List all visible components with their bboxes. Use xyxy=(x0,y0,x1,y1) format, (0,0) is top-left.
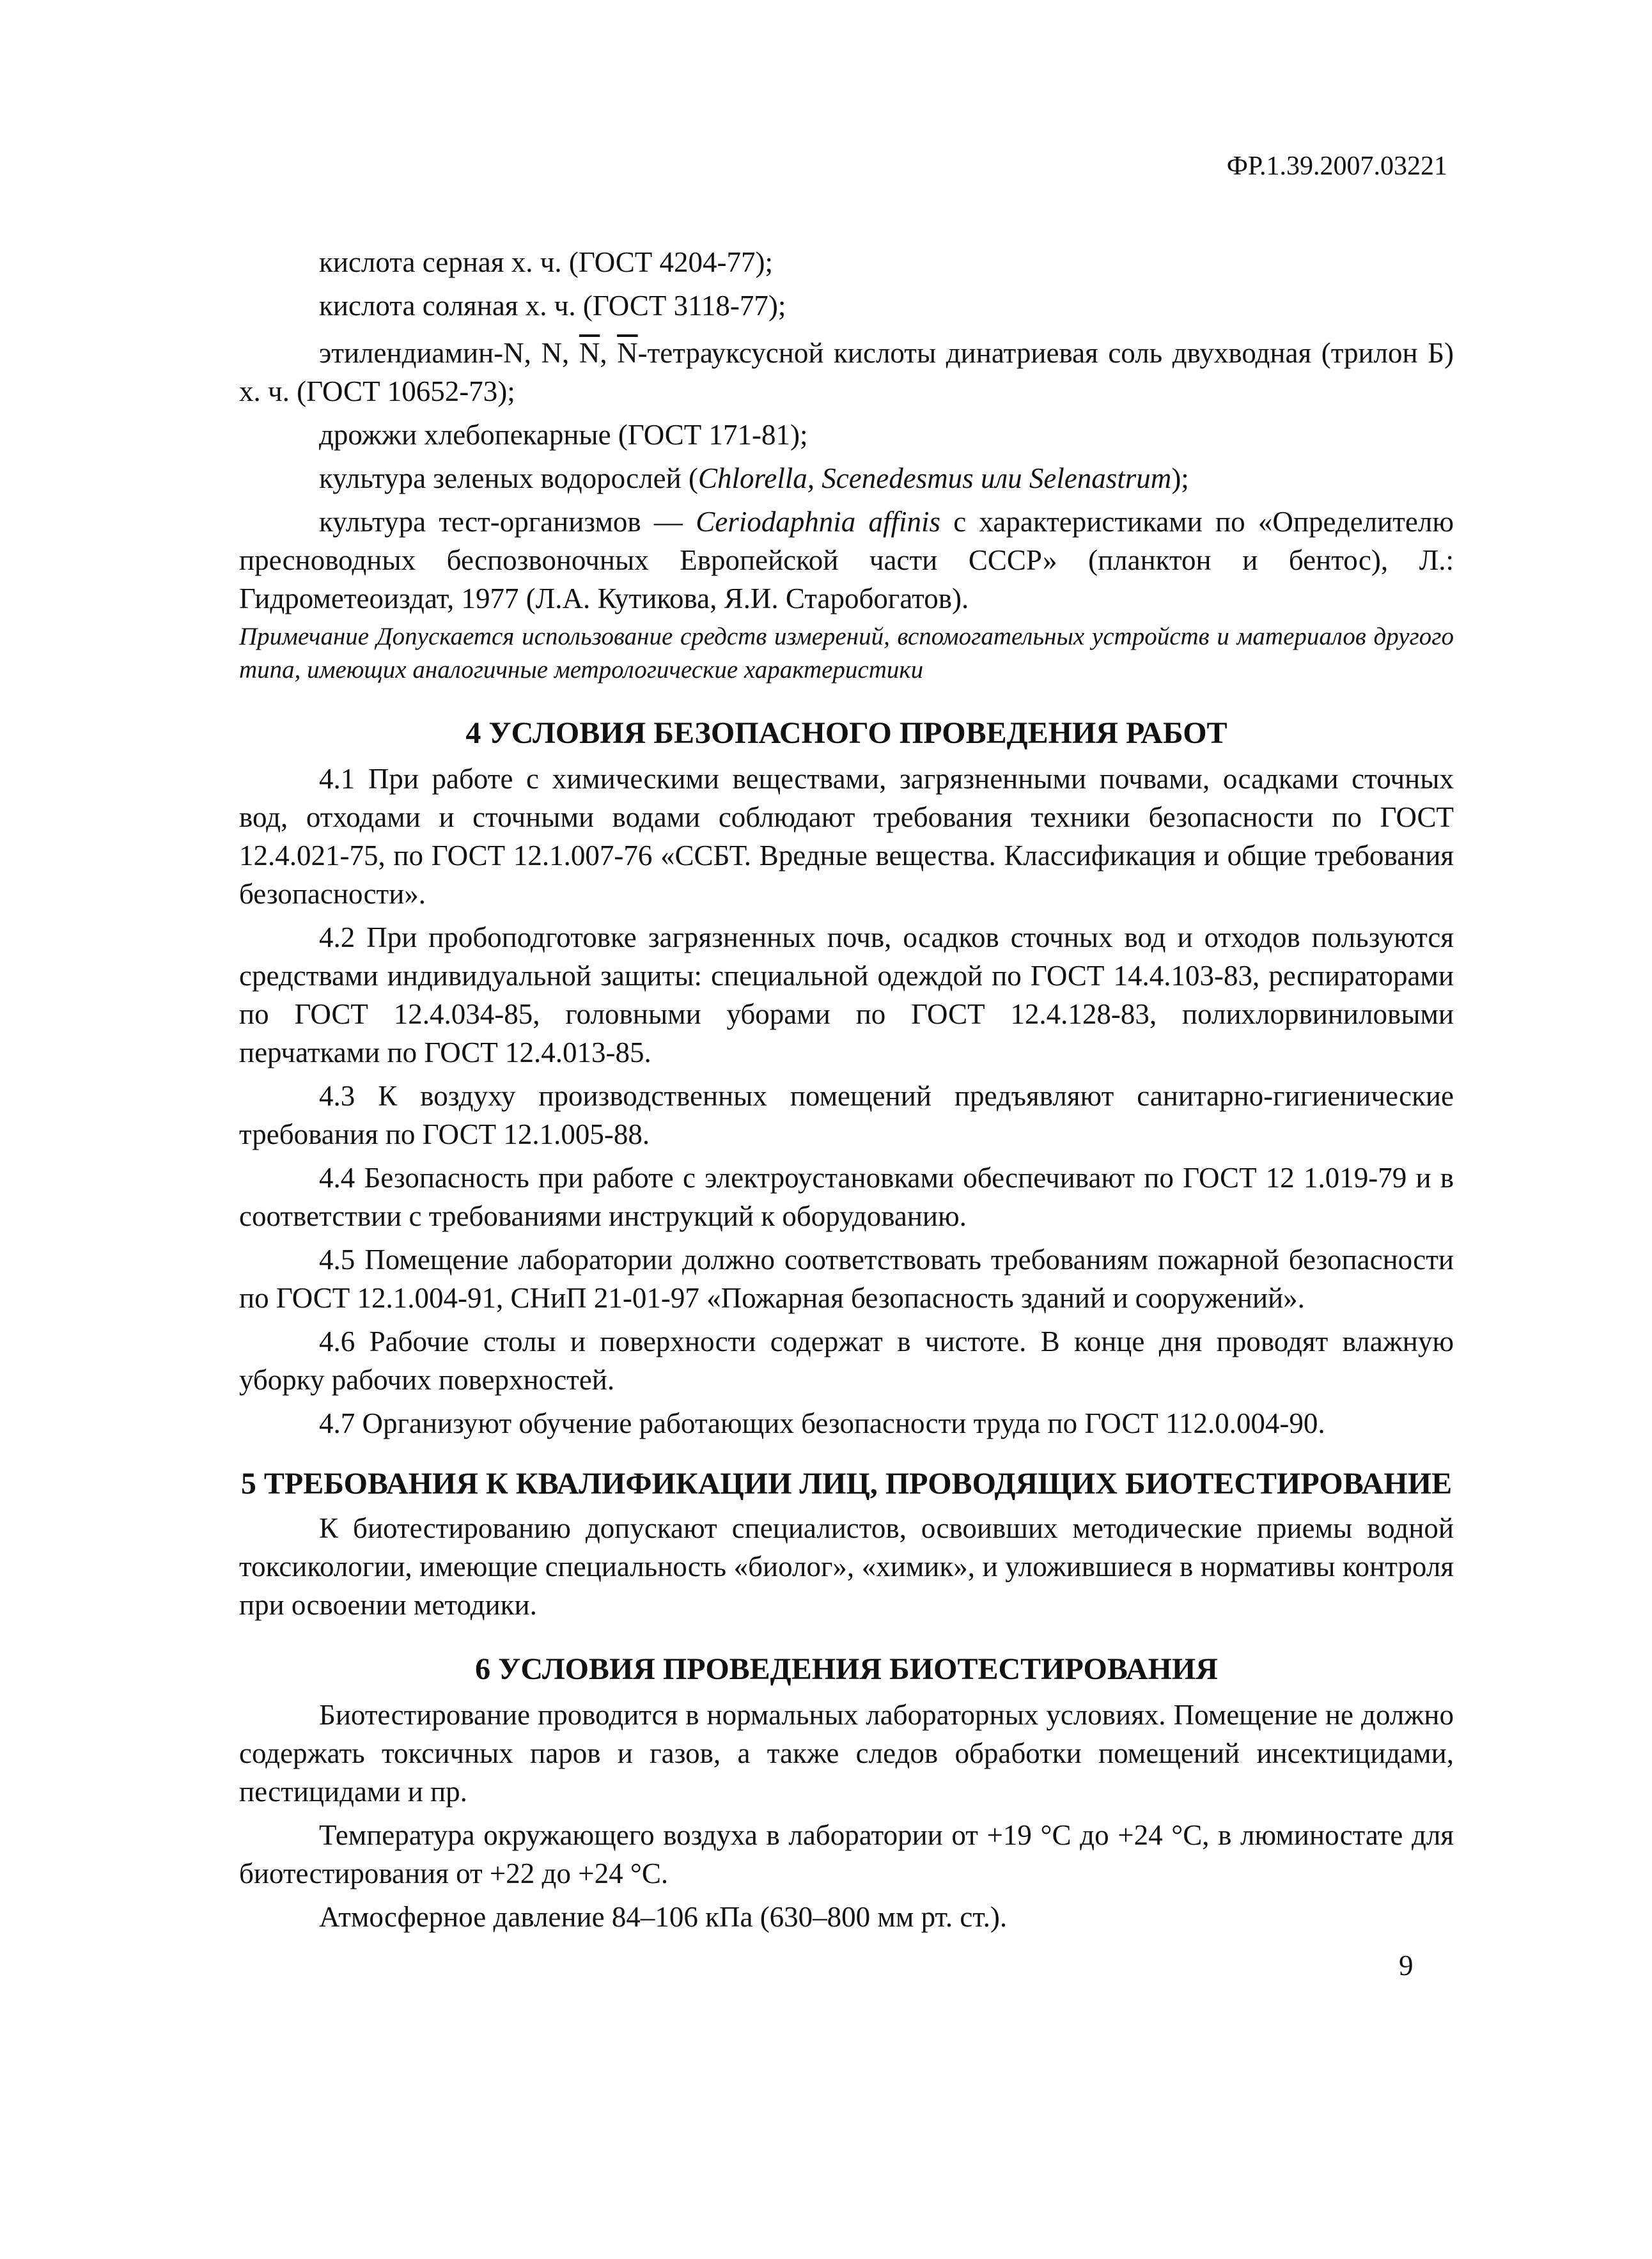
document-code: ФР.1.39.2007.03221 xyxy=(1226,152,1447,181)
algae-or: или xyxy=(973,462,1029,494)
section-6-paragraph-1: Биотестирование проводится в нормальных лабораторных условиях. Помещение не должно содержать токсичных паров и газов, а также следов обработки помещений инсектицидами, пестицидами и пр. xyxy=(239,1699,1454,1808)
list-item-test-organisms xyxy=(239,503,1454,618)
algae-text-start: культура зеленых водорослей ( xyxy=(319,462,698,494)
algae-text-end: ); xyxy=(1171,462,1189,494)
section-4-paragraph-7: 4.7 Организуют обучение работающих безопасности труда по ГОСТ 112.0.004-90. xyxy=(319,1407,1325,1439)
algae-species-2: Selenastrum xyxy=(1029,462,1172,494)
section-6-paragraph-2: Температура окружающего воздуха в лаборатории от +19 °С до +24 °С, в люминостате для биотестирования от +22 до +24 °С. xyxy=(239,1819,1454,1889)
algae-species: Chlorella, Scenedesmus xyxy=(697,462,974,494)
section-4-paragraph-6: 4.6 Рабочие столы и поверхности содержат в чистоте. В конце дня проводят влажную уборку рабочих поверхностей. xyxy=(239,1325,1454,1396)
list-item-yeast: дрожжи хлебопекарные (ГОСТ 171-81); xyxy=(319,419,808,451)
organisms-text-end: с характеристиками по «Определителю пресноводных беспозвоночных Европейской части СССР» (планктон и бентос), Л.: Гидрометеоиздат, 1977 (Л.А. Кутикова, Я.И. Старобогатов). xyxy=(239,506,1454,614)
section-4-paragraph-4: 4.4 Безопасность при работе с электроустановками обеспечивают по ГОСТ 12 1.019-79 и в соответствии с требованиями инструкций к оборудованию. xyxy=(239,1162,1454,1232)
list-item-algae xyxy=(239,459,1454,497)
trilon-text-mid: , xyxy=(600,337,618,369)
organisms-text-start: культура тест-организмов — xyxy=(319,506,696,538)
section-4-paragraph-2: 4.2 При пробоподготовке загрязненных почв, осадков сточных вод и отходов пользуются средствами индивидуальной защиты: специальной одеждой по ГОСТ 14.4.103-83, респираторами по ГОСТ 12.4.034-85, головными уборами по ГОСТ 12.4.128-83, полихлорвиниловыми перчатками по ГОСТ 12.4.013-85. xyxy=(239,921,1454,1068)
page-number: 9 xyxy=(1399,1950,1414,1982)
equipment-note: Примечание Допускается использование средств измерений, вспомогательных устройств и материалов другого типа, имеющих аналогичные метрологические характеристики xyxy=(239,623,1454,684)
section-6-paragraph-3: Атмосферное давление 84–106 кПа (630–800 мм рт. ст.). xyxy=(319,1901,1008,1933)
section-5-heading: 5 ТРЕБОВАНИЯ К КВАЛИФИКАЦИИ ЛИЦ, ПРОВОДЯЩИХ БИОТЕСТИРОВАНИЕ xyxy=(240,1467,1453,1501)
section-4-paragraph-3: 4.3 К воздуху производственных помещений предъявляют санитарно-гигиенические требования по ГОСТ 12.1.005-88. xyxy=(239,1080,1454,1150)
trilon-text-start: этилендиамин-N, N, xyxy=(319,337,579,369)
list-item-trilon xyxy=(239,334,1454,410)
section-6-heading: 6 УСЛОВИЯ ПРОВЕДЕНИЯ БИОТЕСТИРОВАНИЯ xyxy=(475,1652,1218,1686)
trilon-n-bar-1: $\overline{N}$ xyxy=(579,337,600,369)
section-5-paragraph-1: К биотестированию допускают специалистов, освоивших методические приемы водной токсикологии, имеющие специальность «биолог», «химик», и уложившиеся в нормативы контроля при освоении методики. xyxy=(239,1512,1454,1621)
page-content xyxy=(239,243,1454,1936)
section-4-paragraph-1: 4.1 При работе с химическими веществами, загрязненными почвами, осадками сточных вод, отходами и сточными водами соблюдают требования техники безопасности по ГОСТ 12.4.021-75, по ГОСТ 12.1.007-76 «ССБТ. Вредные вещества. Классификация и общие требования безопасности». xyxy=(239,763,1454,910)
list-item-hydrochloric-acid: кислота соляная х. ч. (ГОСТ 3118-77); xyxy=(319,290,786,322)
trilon-text-end: -тетрауксусной кислоты динатриевая соль двухводная (трилон Б) х. ч. (ГОСТ 10652-73); xyxy=(239,337,1454,407)
organisms-species: Ceriodaphnia affinis xyxy=(696,506,940,538)
list-item-sulfuric-acid: кислота серная х. ч. (ГОСТ 4204-77); xyxy=(319,246,774,278)
trilon-n-bar-2: $\overline{N}$ xyxy=(617,337,638,369)
section-4-heading: 4 УСЛОВИЯ БЕЗОПАСНОГО ПРОВЕДЕНИЯ РАБОТ xyxy=(465,716,1227,750)
section-4-paragraph-5: 4.5 Помещение лаборатории должно соответствовать требованиям пожарной безопасности по ГОСТ 12.1.004-91, СНиП 21-01-97 «Пожарная безопасность зданий и сооружений». xyxy=(239,1244,1454,1314)
